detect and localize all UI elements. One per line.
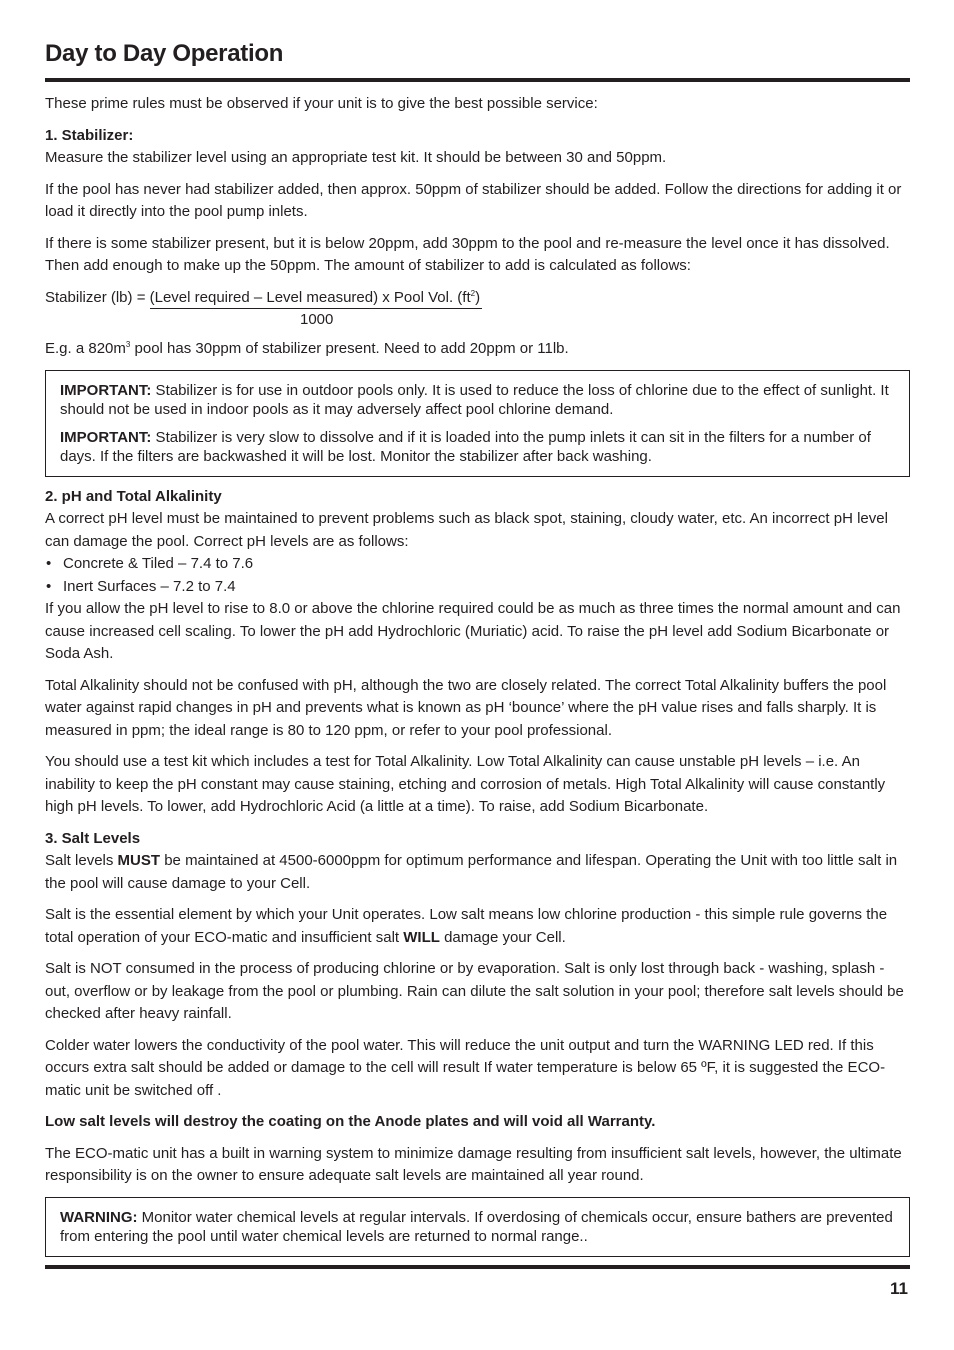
list-item: • Concrete & Tiled – 7.4 to 7.6 — [45, 553, 910, 576]
stabilizer-example — [45, 338, 910, 361]
warning-note — [60, 1208, 895, 1247]
ph-paragraph-2: If you allow the pH level to rise to 8.0 or above the chlorine required could be as much as three times the normal amount and can cause increased cell scaling. To lower the pH add Hydrochloric (Muriatic) acid. To raise the pH level add Sodium Bicarbonate or Soda Ash. — [45, 600, 901, 662]
stabilizer-formula — [45, 287, 910, 310]
list-item: • Inert Surfaces – 7.2 to 7.4 — [45, 576, 910, 599]
important-text-2: Stabilizer is very slow to dissolve and if it is loaded into the pump inlets it can sit in the filters for a number of days. If the filters are backwashed it will be lost. Monitor the stabilizer after back washing. — [60, 428, 871, 465]
stabilizer-heading: 1. Stabilizer: — [45, 126, 134, 144]
salt-p1-emphasis: MUST — [117, 852, 161, 869]
formula-denominator: 1000 — [300, 311, 334, 328]
stabilizer-paragraph-3: If there is some stabilizer present, but it is below 20ppm, add 30ppm to the pool and re-measure the level once it has dissolved. Then add enough to make up the 50ppm. The amount of stabilizer to add is calculated as follows: — [45, 234, 890, 274]
salt-paragraph-4: Colder water lowers the conductivity of the pool water. This will reduce the unit output and turn the WARNING LED red. If this occurs extra salt should be added or damage to the cell will result If water temperature is below 65 ºF, it is suggested the ECO-matic unit be switched off . — [45, 1036, 886, 1099]
formula-label: Stabilizer (lb) = — [45, 288, 150, 306]
important-note-2 — [60, 428, 895, 467]
salt-paragraph-3: Salt is NOT consumed in the process of producing chlorine or by evaporation. Salt is only lost through back - washing, splash - out, overflow or by leakage from the pool or plumbing. Rain can dilute the salt solution in your pool; therefore salt levels should be checked after heavy rainfall. — [45, 960, 904, 1022]
salt-paragraph-5: The ECO-matic unit has a built in warning system to minimize damage resulting from insufficient salt levels, however, the ultimate responsibility is on the owner to ensure adequate salt levels are maintained all year round. — [45, 1144, 902, 1184]
intro-text: These prime rules must be observed if your unit is to give the best possible service: — [45, 95, 598, 112]
ph-paragraph-4: You should use a test kit which includes a test for Total Alkalinity. Low Total Alkalinity can cause unstable pH levels – i.e. An inability to keep the pH constant may cause staining, etching and corrosion of metals. High Total Alkalinity will cause constantly high pH levels. To lower, add Hydrochloric Acid (a little at a time). To raise, add Sodium Bicarbonate. — [45, 753, 886, 815]
formula-close-paren: ) — [475, 288, 481, 306]
formula-numerator-text: (Level required – Level measured) x Pool Vol. (ft — [149, 288, 471, 306]
salt-p1-end: be maintained at 4500-6000ppm for optimum performance and lifespan. Operating the Unit with too little salt in the pool will cause damage to your Cell. — [45, 852, 898, 892]
bottom-divider — [45, 1265, 910, 1269]
salt-paragraph-1 — [45, 850, 910, 895]
top-divider — [45, 78, 910, 82]
ph-paragraph-1: A correct pH level must be maintained to prevent problems such as black spot, staining, cloudy water, etc. An incorrect pH level can damage the pool. Correct pH levels are as follows: — [45, 510, 888, 550]
formula-superscript: 2 — [470, 288, 476, 298]
page-title: Day to Day Operation — [45, 40, 284, 67]
page-number: 11 — [890, 1279, 908, 1298]
warning-text: Monitor water chemical levels at regular intervals. If overdosing of chemicals occur, ensure bathers are prevented from entering the pool until water chemical levels are returned to normal range.. — [60, 1208, 893, 1245]
example-text-start: E.g. a 820m — [45, 340, 126, 357]
ph-paragraph-3: Total Alkalinity should not be confused with pH, although the two are closely related. The correct Total Alkalinity buffers the pool water against rapid changes in pH and prevents what is known as pH ‘bounce’ where the pH value rises and falls sharply. It is measured in ppm; the ideal range is 80 to 120 ppm, or refer to your pool professional. — [45, 676, 887, 739]
salt-paragraph-2 — [45, 904, 910, 949]
example-text-end: pool has 30ppm of stabilizer present. Need to add 20ppm or 11lb. — [130, 340, 569, 357]
example-superscript: 3 — [125, 340, 131, 349]
salt-p2-end: damage your Cell. — [439, 928, 566, 946]
stabilizer-paragraph-2: If the pool has never had stabilizer added, then approx. 50ppm of stabilizer should be added. Follow the directions for adding it or load it directly into the pool pump inlets. — [45, 180, 902, 220]
important-label-1: IMPORTANT: — [60, 381, 152, 399]
salt-warranty-text: Low salt levels will destroy the coating on the Anode plates and will void all Warranty. — [45, 1113, 656, 1130]
salt-warranty-warning — [45, 1111, 910, 1134]
warning-label: WARNING: — [60, 1208, 138, 1226]
stabilizer-paragraph-1: Measure the stabilizer level using an appropriate test kit. It should be between 30 and 50ppm. — [45, 149, 667, 166]
ph-levels-list — [45, 553, 910, 598]
warning-notice-box — [45, 1197, 910, 1257]
salt-p2-emphasis: WILL — [403, 928, 440, 946]
important-text-1: Stabilizer is for use in outdoor pools only. It is used to reduce the loss of chlorine due to the effect of sunlight. It should not be used in indoor pools as it may adversely affect pool chlorine demand. — [60, 381, 889, 418]
formula-numerator — [150, 287, 482, 309]
salt-p2-start: Salt is the essential element by which your Unit operates. Low salt means low chlorine production - this simple rule governs the total operation of your ECO-matic and insufficient salt — [45, 906, 888, 946]
salt-heading: 3. Salt Levels — [45, 829, 141, 847]
salt-p1-start: Salt levels — [45, 852, 118, 869]
main-content — [45, 93, 910, 1266]
important-notice-box — [45, 370, 910, 477]
ph-heading: 2. pH and Total Alkalinity — [45, 487, 222, 505]
important-label-2: IMPORTANT: — [60, 428, 152, 446]
important-note-1 — [60, 381, 895, 420]
